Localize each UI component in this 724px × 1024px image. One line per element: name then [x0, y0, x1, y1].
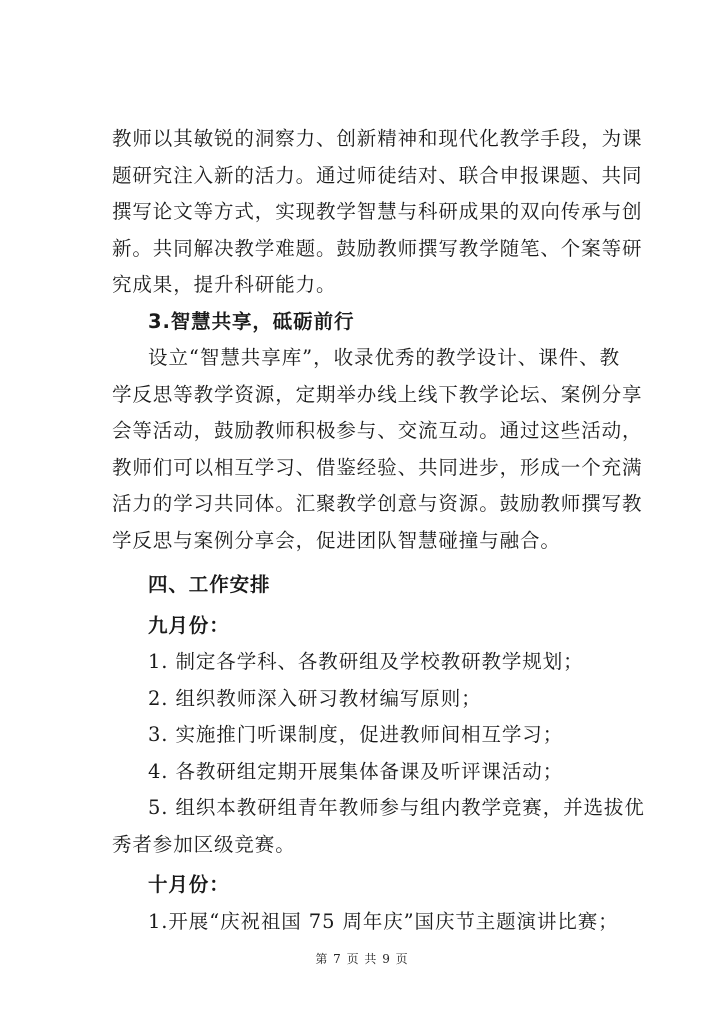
text-line: 新。共同解决教学难题。鼓励教师撰写教学随笔、个案等研: [112, 236, 643, 260]
text-line: 会等活动，鼓励教师积极参与、交流互动。通过这些活动，: [112, 419, 643, 442]
paragraph-research: [112, 121, 643, 304]
text-line: 学反思与案例分享会，促进团队智慧碰撞与融合。: [112, 528, 561, 552]
list-item: 2. 组织教师深入研习教材编写原则；: [148, 686, 482, 710]
text-line: 学反思等教学资源，定期举办线上线下教学论坛、案例分享: [112, 382, 643, 406]
subsection-heading: 3.智慧共享，砥砺前行: [148, 309, 355, 333]
text-line: 设立“智慧共享库”，收录优秀的教学设计、课件、教: [148, 346, 620, 369]
text-line: 题研究注入新的活力。通过师徒结对、联合申报课题、共同: [112, 163, 643, 187]
list-item-continuation: 秀者参加区级竞赛。: [112, 832, 296, 856]
month-heading-october: 十月份：: [148, 873, 230, 896]
page-number-footer: 第 7 页 共 9 页: [315, 952, 409, 966]
text-line: 究成果，提升科研能力。: [112, 273, 337, 296]
paragraph-sharing: [112, 340, 643, 559]
september-list: [112, 644, 645, 863]
document-body: [112, 121, 645, 940]
october-list: [112, 904, 620, 941]
section-heading: 四、工作安排: [148, 573, 271, 596]
text-line: 撰写论文等方式，实现教学智慧与科研成果的双向传承与创: [112, 200, 643, 223]
list-item: 1. 制定各学科、各教研组及学校教研教学规划；: [148, 650, 584, 673]
text-line: 活力的学习共同体。汇聚教学创意与资源。鼓励教师撰写教: [112, 492, 643, 515]
list-item: 1.开展“庆祝祖国 75 周年庆”国庆节主题演讲比赛；: [148, 909, 619, 933]
month-heading-september: 九月份：: [148, 613, 230, 637]
list-item: 4. 各教研组定期开展集体备课及听评课活动；: [148, 759, 564, 783]
text-line: 教师以其敏锐的洞察力、创新精神和现代化教学手段，为课: [112, 127, 643, 150]
text-line: 教师们可以相互学习、借鉴经验、共同进步，形成一个充满: [112, 455, 643, 479]
list-item: 5. 组织本教研组青年教师参与组内教学竞赛，并选拔优: [148, 796, 645, 819]
list-item: 3. 实施推门听课制度，促进教师间相互学习；: [148, 723, 564, 746]
